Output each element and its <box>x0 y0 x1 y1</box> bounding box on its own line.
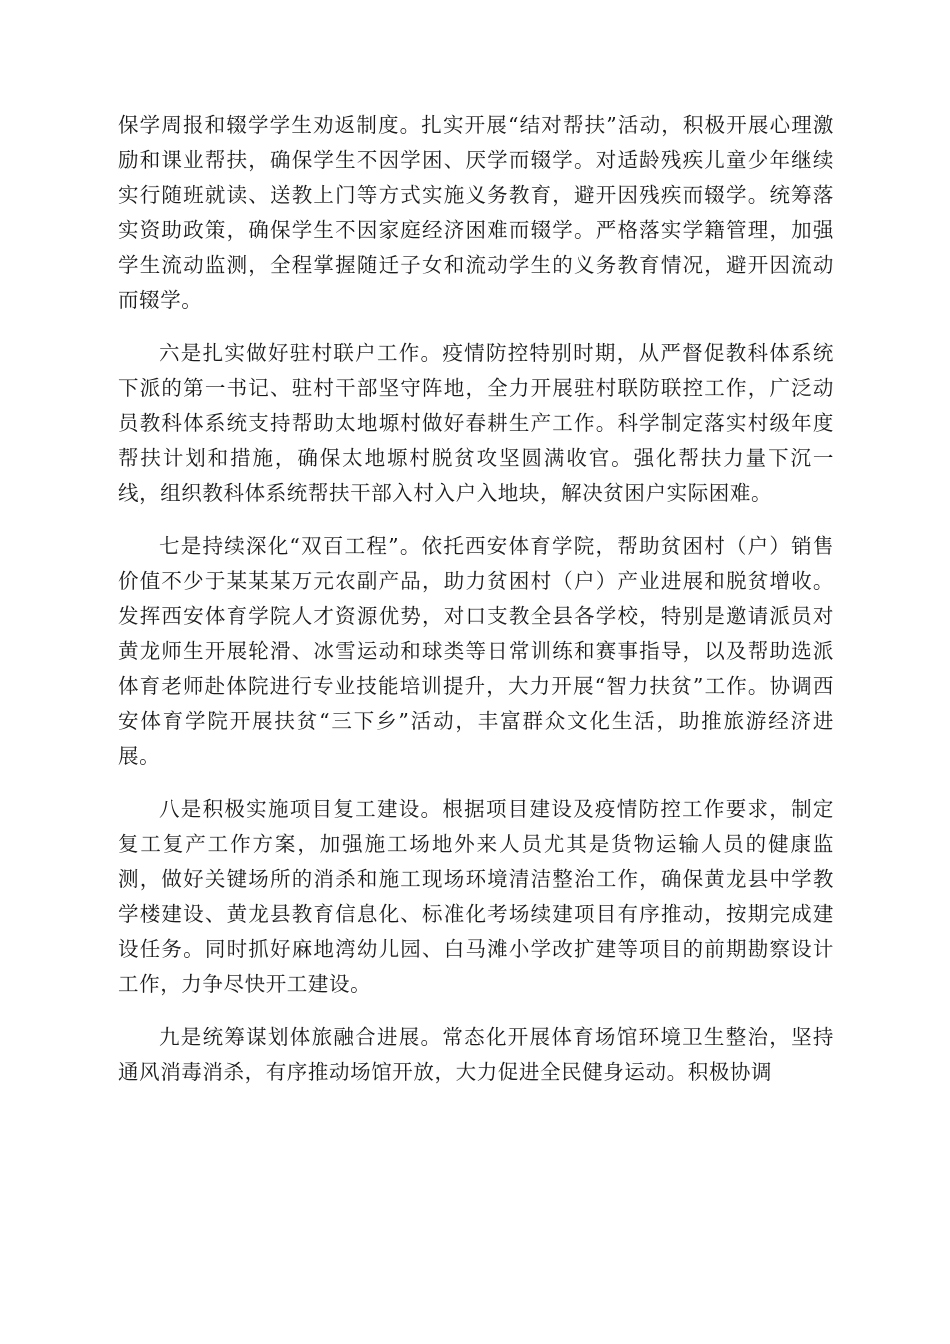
paragraph-dropout-prevention: 保学周报和辍学学生劝返制度。扎实开展“结对帮扶”活动，积极开展心理激励和课业帮扶，确保学生不因学困、厌学而辍学。对适龄残疾儿童少年继续实行随班就读、送教上门等方式实施义务教育，避开因残疾而辍学。统筹落实资助政策，确保学生不因家庭经济困难而辍学。严格落实学籍管理，加强学生流动监测，全程掌握随迁子女和流动学生的义务教育情况，避开因流动而辍学。 <box>118 113 834 312</box>
paragraph-project-resumption: 八是积极实施项目复工建设。根据项目建设及疫情防控工作要求，制定复工复产工作方案，加强施工场地外来人员尤其是货物运输人员的健康监测，做好关键场所的消杀和施工现场环境清洁整治工作，确保黄龙县中学教学楼建设、黄龙县教育信息化、标准化考场续建项目有序推动，按期完成建设任务。同时抓好麻地湾幼儿园、白马滩小学改扩建等项目的前期勘察设计工作，力争尽快开工建设。 <box>118 797 834 996</box>
document-page <box>118 108 834 1108</box>
paragraph-village-assistance: 六是扎实做好驻村联户工作。疫情防控特别时期，从严督促教科体系统下派的第一书记、驻村干部坚守阵地，全力开展驻村联防联控工作，广泛动员教科体系统支持帮助太地塬村做好春耕生产工作。科学制定落实村级年度帮扶计划和措施，确保太地塬村脱贫攻坚圆满收官。强化帮扶力量下沉一线，组织教科体系统帮扶干部入村入户入地块，解决贫困户实际困难。 <box>118 341 834 505</box>
paragraph-double-hundred-project: 七是持续深化“双百工程”。依托西安体育学院，帮助贫困村（户）销售价值不少于某某某万元农副产品，助力贫困村（户）产业进展和脱贫增收。发挥西安体育学院人才资源优势，对口支教全县各学校，特别是邀请派员对黄龙师生开展轮滑、冰雪运动和球类等日常训练和赛事指导，以及帮助选派体育老师赴体院进行专业技能培训提升，大力开展“智力扶贫”工作。协调西安体育学院开展扶贫“三下乡”活动，丰富群众文化生活，助推旅游经济进展。 <box>118 534 834 768</box>
paragraph-sports-tourism: 九是统筹谋划体旅融合进展。常态化开展体育场馆环境卫生整治，坚持通风消毒消杀，有序推动场馆开放，大力促进全民健身运动。积极协调 <box>118 1025 834 1084</box>
